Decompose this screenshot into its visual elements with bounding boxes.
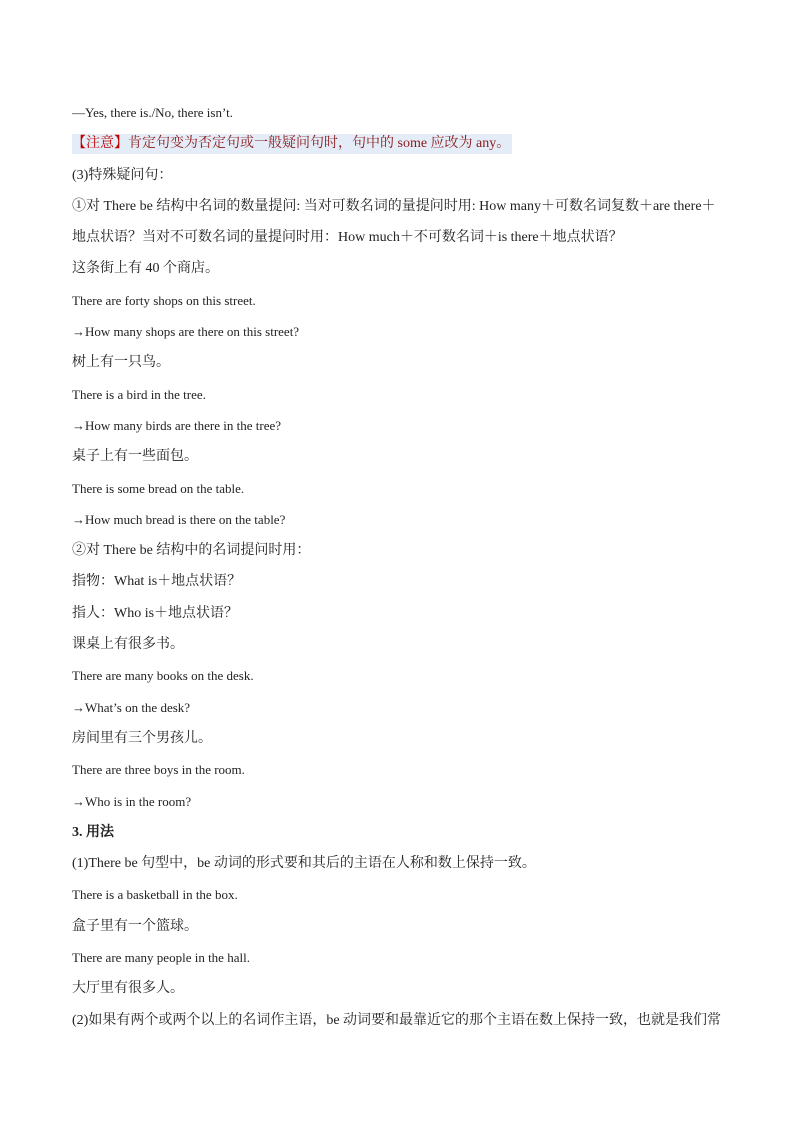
- text-line: (2)如果有两个或两个以上的名词作主语，be 动词要和最靠近它的那个主语在数上保持一致，也就是我们常: [72, 1012, 722, 1028]
- text-line: 指人：Who is＋地点状语？: [72, 605, 239, 621]
- example-english: There are forty shops on this street.: [72, 292, 256, 308]
- example-english: There is some bread on the table.: [72, 480, 245, 496]
- example-chinese: 盒子里有一个篮球。: [72, 918, 198, 934]
- example-english: There are many books on the desk.: [72, 668, 254, 684]
- note-highlight: [72, 134, 512, 154]
- note-line: [72, 128, 724, 159]
- note-tag: 【注意】: [72, 136, 128, 152]
- document-page: [72, 97, 724, 1036]
- example-chinese: 房间里有三个男孩儿。: [72, 730, 212, 746]
- example-english: There are three boys in the room.: [72, 762, 245, 778]
- text-line: (1)There be 句型中，be 动词的形式要和其后的主语在人称和数上保持一致。: [72, 856, 536, 872]
- example-question: →How much bread is there on the table?: [72, 511, 286, 527]
- example-english: There are many people in the hall.: [72, 950, 250, 966]
- example-question: →What’s on the desk?: [72, 699, 191, 715]
- example-english: There is a bird in the tree.: [72, 386, 206, 402]
- example-chinese: 树上有一只鸟。: [72, 355, 170, 371]
- text-line: —Yes, there is./No, there isn’t.: [72, 105, 233, 120]
- example-english: There is a basketball in the box.: [72, 887, 238, 903]
- example-chinese: 大厅里有很多人。: [72, 981, 184, 997]
- note-text: 肯定句变为否定句或一般疑问句时，句中的 some 应改为 any。: [128, 136, 511, 152]
- example-chinese: 桌子上有一些面包。: [72, 449, 198, 465]
- section-heading: (3)特殊疑问句：: [72, 167, 173, 183]
- example-chinese: 课桌上有很多书。: [72, 637, 184, 653]
- text-line: ①对 There be 结构中名词的数量提问: 当对可数名词的量提问时用: How many＋可数名词复数＋are there＋: [72, 198, 716, 214]
- section-title-usage: 3. 用法: [72, 824, 114, 840]
- example-question: →How many birds are there in the tree?: [72, 417, 282, 433]
- text-line: ②对 There be 结构中的名词提问时用：: [72, 543, 311, 559]
- example-question: →Who is in the room?: [72, 793, 192, 809]
- example-question: →How many shops are there on this street?: [72, 324, 300, 340]
- text-line: 指物：What is＋地点状语？: [72, 574, 242, 590]
- text-line: 地点状语？当对不可数名词的量提问时用：How much＋不可数名词＋is there＋地点状语？: [72, 230, 623, 246]
- example-chinese: 这条街上有 40 个商店。: [72, 261, 219, 277]
